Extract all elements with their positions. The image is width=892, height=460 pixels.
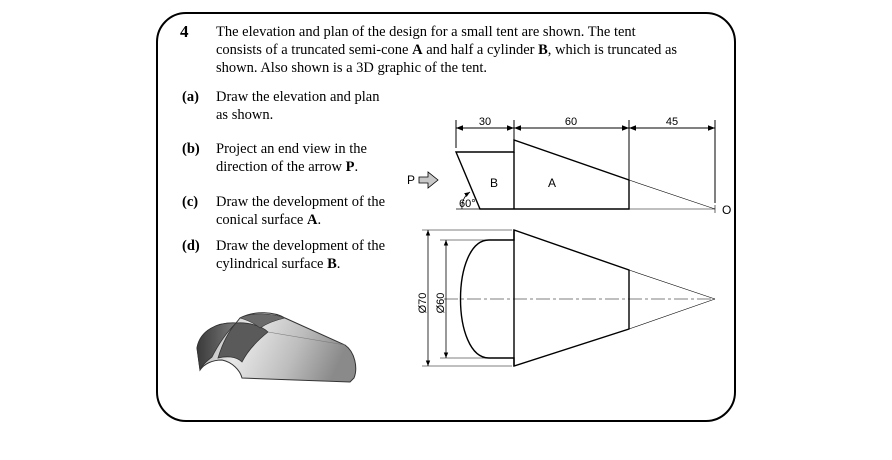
part-c-line-2: conical surface A.	[216, 212, 322, 228]
angle-label: 60°	[459, 198, 476, 210]
part-b-line-1: Project an end view in the	[216, 141, 367, 157]
view-arrow-p	[419, 172, 438, 188]
intro-line-1: The elevation and plan of the design for a small tent are shown. The tent	[216, 24, 636, 40]
part-c-label: (c)	[182, 194, 199, 210]
dim-60-label: 60	[564, 116, 578, 128]
part-b-line-2: direction of the arrow P.	[216, 159, 359, 175]
plan-construction	[444, 270, 715, 329]
plan-view	[461, 230, 630, 366]
dia-60-label: Ø60	[435, 292, 447, 314]
part-a-line-1: Draw the elevation and plan	[216, 89, 380, 105]
elevation-construction	[629, 180, 715, 213]
part-d-label: (d)	[182, 238, 200, 254]
part-d-line-2: cylindrical surface B.	[216, 256, 341, 272]
intro-line-3: shown. Also shown is a 3D graphic of the tent.	[216, 60, 488, 76]
part-a-line-2: as shown.	[216, 107, 274, 123]
label-p: P	[407, 173, 416, 187]
question-number: 4	[180, 22, 189, 41]
intro-line-2: consists of a truncated semi-cone A and half a cylinder B, which is truncated as	[216, 42, 678, 58]
tent-3d-graphic	[197, 313, 356, 382]
dia-70-label: Ø70	[417, 292, 429, 314]
elevation-outline	[456, 140, 629, 209]
part-b-label: (b)	[182, 141, 200, 157]
dim-45-label: 45	[665, 116, 679, 128]
part-d-line-1: Draw the development of the	[216, 238, 386, 254]
top-dimensions	[456, 120, 715, 203]
label-b: B	[489, 176, 499, 190]
label-o: O	[722, 203, 732, 217]
plan-outline	[461, 230, 630, 366]
elevation-view	[456, 140, 629, 209]
part-a-label: (a)	[182, 89, 199, 105]
part-c-line-1: Draw the development of the	[216, 194, 386, 210]
dim-30-label: 30	[478, 116, 492, 128]
label-a: A	[547, 176, 557, 190]
